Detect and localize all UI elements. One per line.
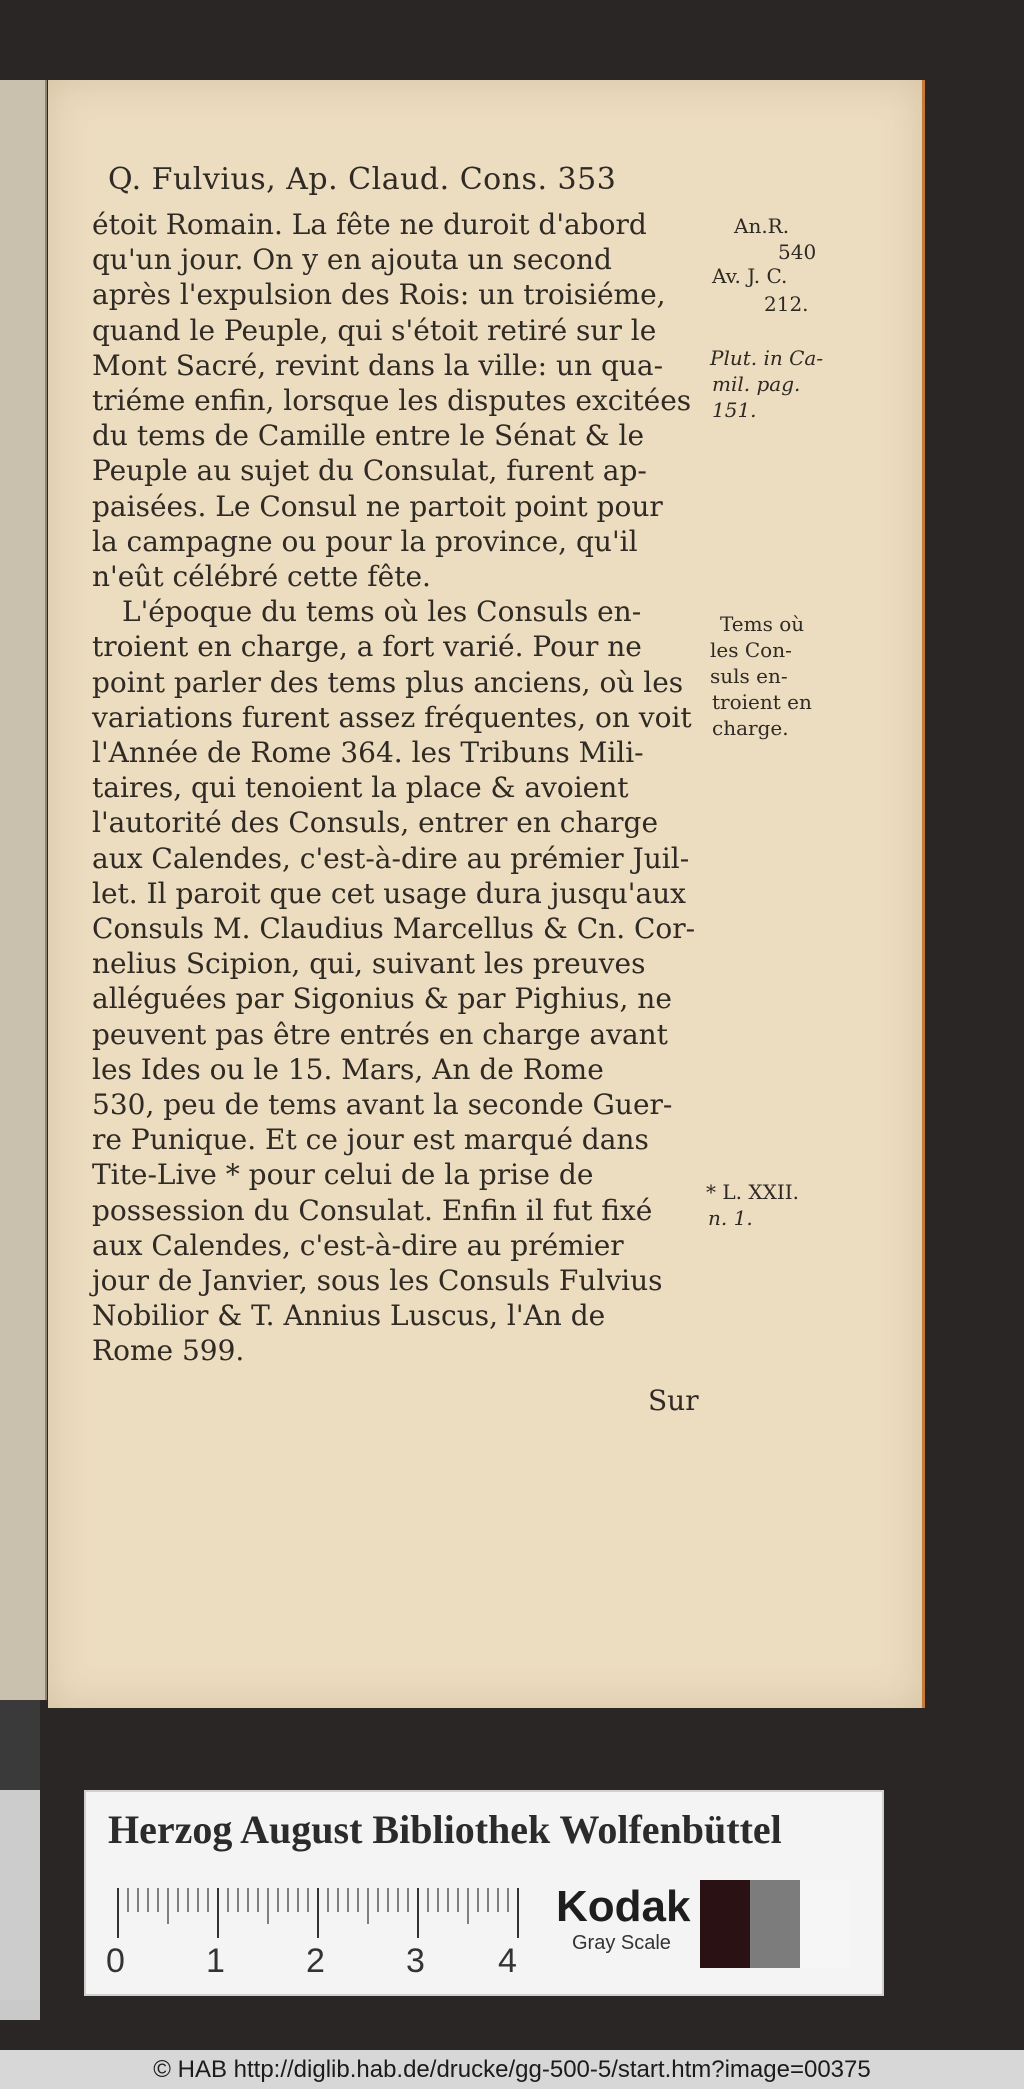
gray-scale-label: Gray Scale — [572, 1932, 671, 1954]
margin-note: les Con- — [710, 638, 792, 662]
text-line: Tite-Live * pour celui de la prise de — [92, 1158, 594, 1192]
text-line: possession du Consulat. Enfin il fut fixé — [92, 1193, 653, 1227]
text-line: paisées. Le Consul ne partoit point pour — [92, 489, 663, 523]
margin-note: Av. J. C. — [712, 264, 788, 288]
running-header: Q. Fulvius, Ap. Claud. Cons. 353 — [108, 162, 617, 197]
margin-note: suls en- — [710, 664, 788, 688]
text-line: Rome 599. — [92, 1334, 245, 1368]
ruler-number: 3 — [406, 1942, 425, 1980]
text-line: taires, qui tenoient la place & avoient — [92, 771, 629, 805]
measurement-ruler — [110, 1888, 530, 1948]
gray-patch — [750, 1880, 800, 1968]
text-line: aux Calendes, c'est-à-dire au prémier Juil- — [92, 841, 690, 875]
text-line: aux Calendes, c'est-à-dire au prémier — [92, 1228, 624, 1262]
text-line: Mont Sacré, revint dans la ville: un qua- — [92, 348, 664, 382]
margin-note: mil. pag. — [712, 372, 801, 396]
ruler-number: 0 — [106, 1942, 125, 1980]
text-line: Consuls M. Claudius Marcellus & Cn. Cor- — [92, 912, 696, 945]
text-line: point parler des tems plus anciens, où les — [92, 665, 684, 699]
margin-note: An.R. — [734, 214, 790, 238]
footer-bar — [0, 2050, 1024, 2089]
text-line: troient en charge, a fort varié. Pour ne — [92, 630, 642, 664]
adjacent-page-edge — [0, 80, 47, 1700]
text-line: Nobilior & T. Annius Luscus, l'An de — [92, 1299, 606, 1333]
text-line: 530, peu de tems avant la seconde Guer- — [92, 1088, 673, 1121]
footer-url[interactable]: © HAB http://diglib.hab.de/drucke/gg-500-5/start.htm?image=00375 — [153, 2056, 871, 2083]
text-line: let. Il paroit que cet usage dura jusqu'aux — [92, 876, 686, 910]
margin-note: 540 — [778, 240, 817, 264]
text-line: n'eût célébré cette fête. — [92, 560, 431, 593]
library-name: Herzog August Bibliothek Wolfenbüttel — [108, 1807, 782, 1852]
text-line: étoit Romain. La fête ne duroit d'abord — [92, 208, 647, 241]
ruler-number: 2 — [306, 1942, 325, 1980]
text-line: L'époque du tems où les Consuls en- — [122, 595, 642, 629]
text-line: quand le Peuple, qui s'étoit retiré sur le — [92, 313, 657, 347]
margin-note: Plut. in Ca- — [710, 346, 824, 370]
library-color-card — [84, 1790, 884, 1996]
ruler-number: 4 — [498, 1942, 517, 1980]
text-line: peuvent pas être entrés en charge avant — [92, 1017, 668, 1051]
text-line: triéme enfin, lorsque les disputes excitées — [92, 384, 692, 417]
text-line: qu'un jour. On y en ajouta un second — [92, 243, 612, 277]
margin-note: 212. — [764, 292, 809, 316]
margin-note: Tems où — [720, 612, 805, 636]
text-line: alléguées par Sigonius & par Pighius, ne — [92, 982, 672, 1016]
margin-note: 151. — [712, 398, 757, 422]
ruler-number: 1 — [206, 1942, 225, 1980]
margin-note: n. 1. — [708, 1206, 753, 1230]
text-line: jour de Janvier, sous les Consuls Fulvius — [92, 1264, 663, 1297]
black-patch — [700, 1880, 750, 1968]
text-line: l'Année de Rome 364. les Tribuns Mili- — [92, 736, 644, 769]
adjacent-card-fragment — [0, 1790, 40, 2020]
text-line: la campagne ou pour la province, qu'il — [92, 524, 638, 558]
text-line: les Ides ou le 15. Mars, An de Rome — [92, 1052, 604, 1086]
catchword: Sur — [648, 1384, 699, 1417]
text-line: variations furent assez fréquentes, on voit — [92, 700, 692, 734]
margin-note: * L. XXII. — [706, 1180, 799, 1204]
text-line: Peuple au sujet du Consulat, furent ap- — [92, 454, 647, 488]
white-patch — [800, 1880, 850, 1968]
text-line: re Punique. Et ce jour est marqué dans — [92, 1123, 649, 1157]
text-line: du tems de Camille entre le Sénat & le — [92, 419, 645, 453]
text-line: l'autorité des Consuls, entrer en charge — [92, 806, 659, 840]
gray-patches — [700, 1880, 850, 1968]
text-line: nelius Scipion, qui, suivant les preuves — [92, 947, 646, 981]
kodak-logo: Kodak — [556, 1882, 691, 1931]
text-line: après l'expulsion des Rois: un troisiéme, — [92, 278, 666, 312]
margin-note: troient en — [712, 690, 812, 714]
margin-note: charge. — [712, 716, 789, 740]
